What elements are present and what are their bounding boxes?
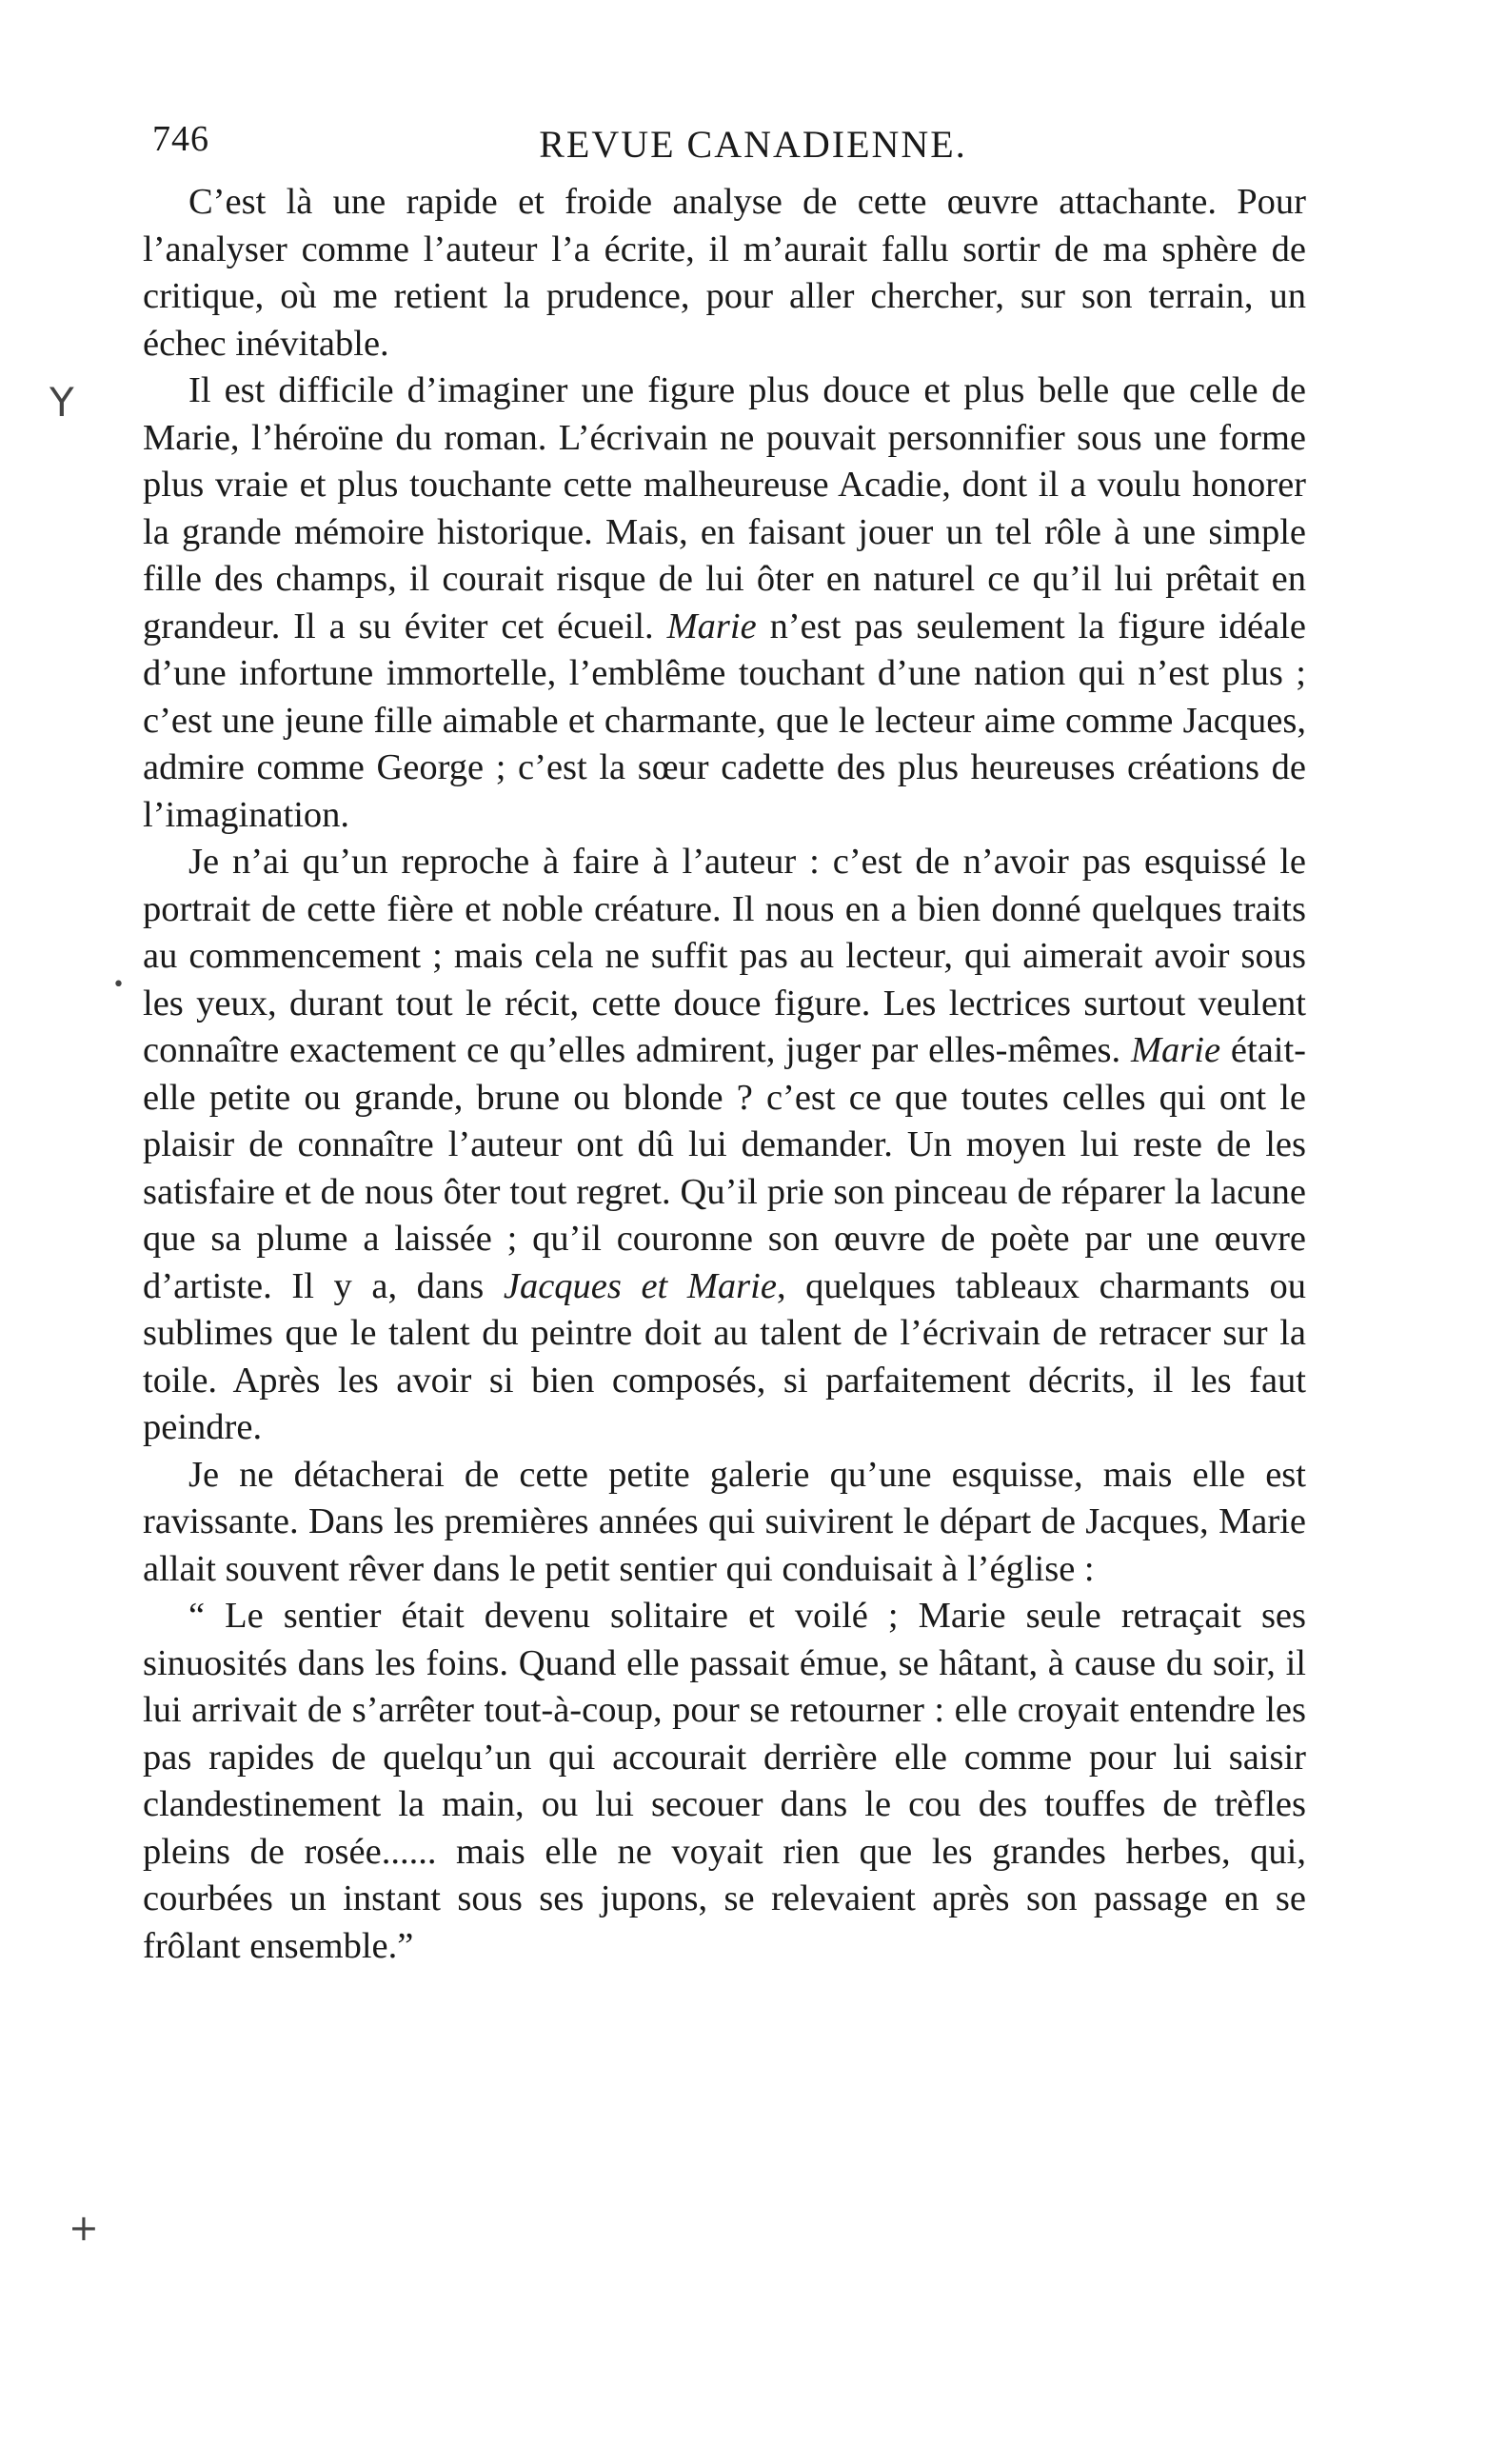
text-segment: “ Le sentier était devenu solitaire et voilé ; Marie seule retraçait ses sinuosités dans les foins. Quand elle passait émue, se hâtant, à cause du soir, il lui arrivait de s’arrêter tout-à-coup, pour se retourner : elle croyait entendre les pas rapides de quelqu’un qui accourait derrière elle comme pour lui saisir clandestinement la main, ou lui secouer dans le cou des touffes de trèfles pleins de rosée...... mais elle ne voyait rien que les grandes herbes, qui, courbées un instant sous ses jupons, se relevaient après son passage en se frôlant ensemble.” [143, 1596, 1306, 1966]
quoted-paragraph [143, 1593, 1306, 1970]
text-segment: était-elle petite ou grande, brune ou blonde ? c’est ce que toutes celles qui ont le plaisir de connaître l’auteur ont dû lui demander. Un moyen lui reste de les satisfaire et de nous ôter tout regret. Qu’il prie son pinceau de réparer la lacune que sa plume a laissée ; qu’il couronne son œuvre de poète par une œuvre d’artiste. Il y a, dans [143, 1030, 1306, 1306]
text-segment: C’est là une rapide et froide analyse de cette œuvre attachante. Pour l’analyser comme l’auteur l’a écrite, il m’aurait fallu sortir de ma sphère de critique, où me retient la prudence, pour aller chercher, sur son terrain, un échec inévitable. [143, 182, 1306, 364]
text-segment: Je ne détacherai de cette petite galerie qu’une esquisse, mais elle est ravissante. Dans les premières années qui suivirent le départ de Jacques, Marie allait souvent rêver dans le petit sentier qui conduisait à l’église : [143, 1454, 1306, 1589]
page-number: 746 [152, 119, 209, 159]
paragraph [143, 179, 1306, 368]
paragraph [143, 839, 1306, 1452]
running-title: REVUE CANADIENNE. [539, 123, 967, 166]
text-segment: , quelques tableaux charmants ou sublimes que le talent du peintre doit au talent de l’écrivain de retracer sur la toile. Après les avoir si bien composés, si parfaitement décrits, il les faut peindre. [143, 1265, 1306, 1447]
margin-cross-mark: + [69, 2207, 99, 2249]
paragraph [143, 1452, 1306, 1594]
page-header [143, 112, 1306, 179]
text-segment: Je n’ai qu’un reproche à faire à l’auteur : c’est de n’avoir pas esquissé le portrait de cette fière et noble créature. Il nous en a bien donné quelques traits au commencement ; mais cela ne suffit pas au lecteur, qui aimerait avoir sous les yeux, durant tout le récit, cette douce figure. Les lectrices surtout veulent connaître exactement ce qu’elles admirent, juger par elles-mêmes. [143, 842, 1306, 1070]
body-text [143, 179, 1306, 1970]
margin-pencil-mark: Y [50, 379, 74, 426]
italic-title: Jacques et Marie [503, 1265, 777, 1306]
text-segment: n’est pas seulement la figure idéale d’une infortune immortelle, l’emblême touchant d’une nation qui n’est plus ; c’est une jeune fille aimable et charmante, que le lecteur aime comme Jacques, admire comme George ; c’est la sœur cadette des plus heureuses créations de l’imagination. [143, 606, 1306, 835]
book-page [143, 112, 1306, 1970]
italic-title: Marie [666, 606, 757, 646]
paragraph [143, 368, 1306, 839]
italic-title: Marie [1130, 1030, 1221, 1070]
text-segment: Il est difficile d’imaginer une figure plus douce et plus belle que celle de Marie, l’héroïne du roman. L’écrivain ne pouvait personnifier sous une forme plus vraie et plus touchante cette malheureuse Acadie, dont il a voulu honorer la grande mémoire historique. Mais, en faisant jouer un tel rôle à une simple fille des champs, il courait risque de lui ôter en naturel ce qu’il lui prêtait en grandeur. Il a su éviter cet écueil. [143, 370, 1306, 646]
margin-dot-mark: • [112, 973, 125, 997]
